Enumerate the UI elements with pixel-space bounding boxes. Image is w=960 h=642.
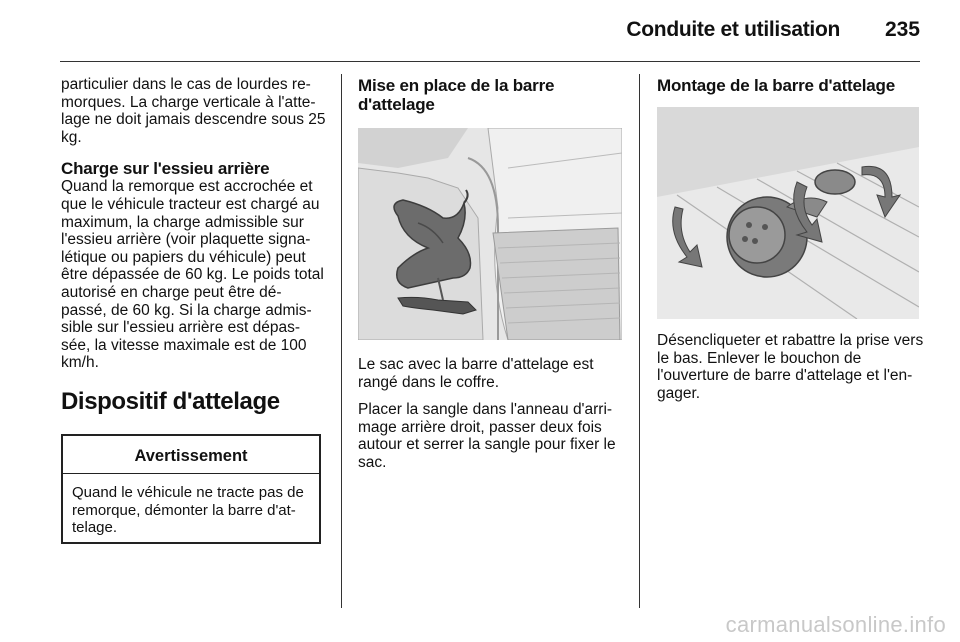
rear-axle-heading: Charge sur l'essieu arrière <box>61 159 270 179</box>
middle-paragraph-1: Le sac avec la barre d'attelage est rangé dans le coffre. <box>358 356 594 391</box>
middle-column <box>358 76 624 114</box>
warning-box <box>61 434 321 544</box>
page-number: 235 <box>884 18 920 41</box>
trunk-bag-illustration-icon <box>358 128 622 340</box>
tow-socket-figure <box>657 107 919 319</box>
intro-paragraph: particulier dans le cas de lourdes re-morques. La charge verticale à l'atte-lage ne doit jamais descendre sous 25 kg. <box>61 76 326 146</box>
section-heading: Dispositif d'attelage <box>61 387 280 415</box>
warning-text: Quand le véhicule ne tracte pas de remorque, démonter la barre d'at-telage. <box>72 484 304 536</box>
middle-heading: Mise en place de la barre d'attelage <box>358 76 555 114</box>
column-divider-right <box>639 74 640 608</box>
header-divider <box>60 61 920 62</box>
warning-title: Avertissement <box>63 436 319 474</box>
right-text <box>657 332 925 402</box>
middle-text <box>358 356 624 472</box>
rear-axle-paragraph: Quand la remorque est accrochée et que le véhicule tracteur est chargé au maximum, la charge admissible sur l'essieu arrière (voir plaquette signa-létique ou papiers du véhicule) peut être dépassée de 60 kg. Le poids total autorisé en charge peut être dé-passé, de 60 kg. Si la charge admis-sible sur l'essieu arrière est dépas-sée, la vitesse maximale est de 100 km/h. <box>61 178 324 372</box>
middle-paragraph-2: Placer la sangle dans l'anneau d'arri-mage arrière droit, passer deux fois autour et serrer la sangle pour fixer le sac. <box>358 401 616 471</box>
page-header-title: Conduite et utilisation <box>626 18 840 41</box>
right-heading: Montage de la barre d'attelage <box>657 76 895 95</box>
tow-socket-illustration-icon <box>657 107 919 319</box>
footer-watermark[interactable]: carmanualsonline.info <box>725 612 946 637</box>
trunk-bag-figure <box>358 128 622 340</box>
left-column <box>61 76 327 416</box>
right-column <box>657 76 925 95</box>
column-divider-left <box>341 74 342 608</box>
right-paragraph: Désencliqueter et rabattre la prise vers le bas. Enlever le bouchon de l'ouverture de barre d'attelage et l'en-gager. <box>657 332 924 402</box>
